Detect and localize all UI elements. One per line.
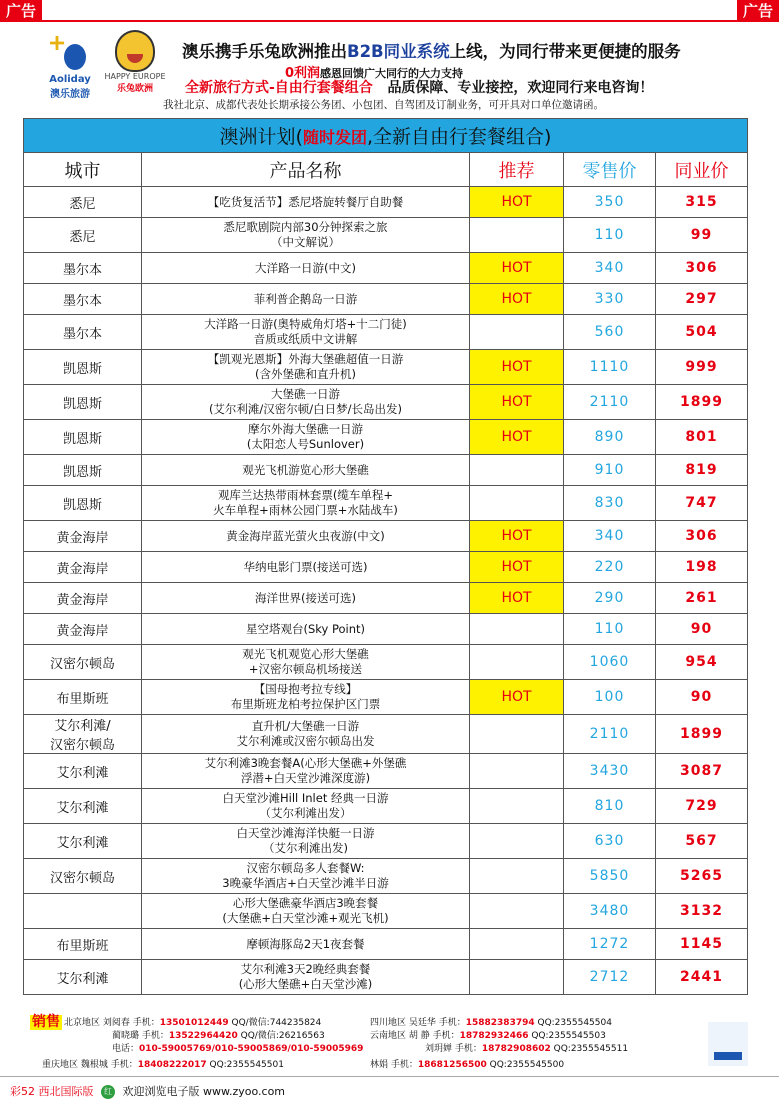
- hot-cell: [470, 960, 564, 995]
- hot-cell: HOT: [470, 680, 564, 715]
- hot-cell: HOT: [470, 253, 564, 284]
- product-name-cell: 悉尼歌剧院内部30分钟探索之旅 （中文解说）: [142, 218, 470, 253]
- table-row: [24, 645, 748, 680]
- happy-europe-logo-cn: 乐兔欧洲: [116, 84, 153, 94]
- trade-price-cell: 567: [656, 824, 748, 859]
- hot-cell: [470, 315, 564, 350]
- city-cell: 悉尼: [24, 218, 142, 253]
- city-cell: 墨尔本: [24, 284, 142, 315]
- table-header-row: [24, 153, 748, 187]
- brand-circle-icon: 红: [101, 1085, 115, 1099]
- table-row: [24, 789, 748, 824]
- product-name-cell: 白天堂沙滩海洋快艇一日游 （艾尔利滩出发): [142, 824, 470, 859]
- contact-beijing-phone: 电话：010-59005769/010-59005869/010-59005969: [112, 1044, 364, 1054]
- city-cell: 汉密尔顿岛: [24, 859, 142, 894]
- trade-price-cell: 90: [656, 680, 748, 715]
- header-name: 产品名称: [142, 153, 470, 187]
- product-name-cell: 【凯观光恩斯】外海大堡礁超值一日游 (含外堡礁和直升机): [142, 350, 470, 385]
- table-title-row: [24, 119, 748, 153]
- city-cell: 黄金海岸: [24, 614, 142, 645]
- city-cell: 悉尼: [24, 187, 142, 218]
- hot-cell: [470, 789, 564, 824]
- city-cell: 汉密尔顿岛: [24, 645, 142, 680]
- table-row: [24, 859, 748, 894]
- table-row: [24, 824, 748, 859]
- city-cell: 艾尔利滩/ 汉密尔顿岛: [24, 715, 142, 754]
- retail-price-cell: 100: [564, 680, 656, 715]
- product-name-cell: 黄金海岸蓝光萤火虫夜游(中文): [142, 521, 470, 552]
- header-retail: 零售价: [564, 153, 656, 187]
- aoliday-logo-cn: 澳乐旅游: [50, 89, 90, 100]
- hot-cell: [470, 218, 564, 253]
- city-cell: 艾尔利滩: [24, 824, 142, 859]
- hot-cell: HOT: [470, 521, 564, 552]
- table-row: [24, 521, 748, 552]
- slogan-line: 全新旅行方式-自由行套餐组合 品质保障、专业接控，欢迎同行来电咨询！: [185, 80, 654, 96]
- trade-price-cell: 747: [656, 486, 748, 521]
- hot-cell: HOT: [470, 385, 564, 420]
- trade-price-cell: 2441: [656, 960, 748, 995]
- trade-price-cell: 999: [656, 350, 748, 385]
- trade-price-cell: 801: [656, 420, 748, 455]
- retail-price-cell: 630: [564, 824, 656, 859]
- happy-europe-logo: [103, 30, 167, 94]
- product-name-cell: 艾尔利滩3晚套餐A(心形大堡礁+外堡礁 浮潜+白天堂沙滩深度游): [142, 754, 470, 789]
- trade-price-cell: 99: [656, 218, 748, 253]
- table-row: [24, 552, 748, 583]
- table-row: [24, 894, 748, 929]
- table-title: 澳洲计划(随时发团,全新自由行套餐组合): [24, 119, 748, 153]
- retail-price-cell: 3480: [564, 894, 656, 929]
- table-row: [24, 754, 748, 789]
- product-name-cell: 大洋路一日游(奥特威角灯塔+十二门徒) 音质或纸质中文讲解: [142, 315, 470, 350]
- trade-price-cell: 1899: [656, 385, 748, 420]
- notice-line: 我社北京、成都代表处长期承接公务团、小包团、自驾团及订制业务，可开具对口单位邀请函。: [163, 99, 604, 111]
- hot-cell: HOT: [470, 350, 564, 385]
- hot-cell: [470, 645, 564, 680]
- city-cell: 凯恩斯: [24, 385, 142, 420]
- retail-price-cell: 340: [564, 253, 656, 284]
- hot-cell: [470, 754, 564, 789]
- city-cell: 黄金海岸: [24, 521, 142, 552]
- retail-price-cell: 5850: [564, 859, 656, 894]
- table-row: [24, 929, 748, 960]
- product-name-cell: 海洋世界(接送可选): [142, 583, 470, 614]
- city-cell: [24, 894, 142, 929]
- product-name-cell: 观库兰达热带雨林套票(缆车单程+ 火车单程+雨林公园门票+水陆战车): [142, 486, 470, 521]
- trade-price-cell: 954: [656, 645, 748, 680]
- table-row: [24, 614, 748, 645]
- trade-price-cell: 3087: [656, 754, 748, 789]
- table-row: [24, 455, 748, 486]
- retail-price-cell: 1060: [564, 645, 656, 680]
- trade-price-cell: 5265: [656, 859, 748, 894]
- trade-price-cell: 1145: [656, 929, 748, 960]
- city-cell: 艾尔利滩: [24, 789, 142, 824]
- trade-price-cell: 1899: [656, 715, 748, 754]
- city-cell: 布里斯班: [24, 929, 142, 960]
- contact-chongqing: 重庆地区 魏根城 手机：18408222017 QQ:2355545501: [42, 1060, 284, 1070]
- trade-price-cell: 729: [656, 789, 748, 824]
- ad-label-right: 广告: [737, 0, 779, 22]
- footer: [10, 1083, 285, 1099]
- table-row: [24, 715, 748, 754]
- retail-price-cell: 2110: [564, 715, 656, 754]
- table-row: [24, 218, 748, 253]
- city-cell: 凯恩斯: [24, 486, 142, 521]
- lion-mascot-icon: [115, 30, 155, 72]
- table-row: [24, 680, 748, 715]
- headline: 澳乐携手乐兔欧洲推出B2B同业系统上线，为同行带来更便捷的服务: [182, 42, 681, 61]
- city-cell: 墨尔本: [24, 315, 142, 350]
- hot-cell: [470, 929, 564, 960]
- retail-price-cell: 220: [564, 552, 656, 583]
- product-name-cell: 艾尔利滩3天2晚经典套餐 (心形大堡礁+白天堂沙滩): [142, 960, 470, 995]
- hot-cell: [470, 715, 564, 754]
- retail-price-cell: 350: [564, 187, 656, 218]
- contact-yunnan-2: 刘玥婵 手机：18782908602 QQ:2355545511: [425, 1044, 629, 1054]
- table-row: [24, 315, 748, 350]
- table-row: [24, 960, 748, 995]
- table-row: [24, 187, 748, 218]
- hot-cell: HOT: [470, 583, 564, 614]
- table-row: [24, 385, 748, 420]
- product-name-cell: 摩顿海豚岛2天1夜套餐: [142, 929, 470, 960]
- trade-price-cell: 261: [656, 583, 748, 614]
- retail-price-cell: 910: [564, 455, 656, 486]
- retail-price-cell: 1272: [564, 929, 656, 960]
- contact-yunnan: 云南地区 胡 静 手机：18782932466 QQ:2355545503: [370, 1031, 606, 1041]
- table-row: [24, 350, 748, 385]
- retail-price-cell: 1110: [564, 350, 656, 385]
- table-row: [24, 486, 748, 521]
- retail-price-cell: 110: [564, 218, 656, 253]
- hot-cell: HOT: [470, 420, 564, 455]
- trade-price-cell: 3132: [656, 894, 748, 929]
- top-divider: [0, 20, 779, 22]
- city-cell: 艾尔利滩: [24, 960, 142, 995]
- hot-cell: HOT: [470, 284, 564, 315]
- product-name-cell: 华纳电影门票(接送可选): [142, 552, 470, 583]
- city-cell: 黄金海岸: [24, 552, 142, 583]
- product-name-cell: 【国母抱考拉专线】 布里斯班龙柏考拉保护区门票: [142, 680, 470, 715]
- retail-price-cell: 830: [564, 486, 656, 521]
- contact-beijing-1: 北京地区 刘阅春 手机：13501012449 QQ/微信:744235824: [64, 1018, 322, 1028]
- profit-line: 0利润感恩回馈广大同行的大力支持: [285, 66, 464, 81]
- hot-cell: [470, 455, 564, 486]
- city-cell: 黄金海岸: [24, 583, 142, 614]
- product-name-cell: 大堡礁一日游 (艾尔利滩/汉密尔顿/白日梦/长岛出发): [142, 385, 470, 420]
- trade-price-cell: 819: [656, 455, 748, 486]
- product-name-cell: 【吃货复活节】悉尼塔旋转餐厅自助餐: [142, 187, 470, 218]
- product-name-cell: 观光飞机观览心形大堡礁 +汉密尔顿岛机场接送: [142, 645, 470, 680]
- trade-price-cell: 90: [656, 614, 748, 645]
- header-city: 城市: [24, 153, 142, 187]
- retail-price-cell: 810: [564, 789, 656, 824]
- product-name-cell: 摩尔外海大堡礁一日游 (太阳恋人号Sunlover): [142, 420, 470, 455]
- product-name-cell: 星空塔观台(Sky Point): [142, 614, 470, 645]
- ad-label-left: 广告: [0, 0, 42, 22]
- happy-europe-logo-en: HAPPY EUROPE: [104, 72, 166, 81]
- table-row: [24, 420, 748, 455]
- retail-price-cell: 2110: [564, 385, 656, 420]
- footer-divider: [0, 1076, 779, 1077]
- retail-price-cell: 290: [564, 583, 656, 614]
- aoliday-logo: [42, 34, 98, 100]
- contact-beijing-2: 蔺晓璐 手机：13522964420 QQ/微信:26216563: [112, 1031, 325, 1041]
- contact-linjuan: 林娟 手机：18681256500 QQ:2355545500: [370, 1060, 565, 1070]
- trade-price-cell: 198: [656, 552, 748, 583]
- trade-price-cell: 306: [656, 253, 748, 284]
- product-name-cell: 观光飞机游览心形大堡礁: [142, 455, 470, 486]
- retail-price-cell: 560: [564, 315, 656, 350]
- city-cell: 艾尔利滩: [24, 754, 142, 789]
- product-name-cell: 汉密尔顿岛多人套餐W: 3晚豪华酒店+白天堂沙滩半日游: [142, 859, 470, 894]
- product-name-cell: 菲利普企鹅岛一日游: [142, 284, 470, 315]
- table-row: [24, 253, 748, 284]
- city-cell: 凯恩斯: [24, 455, 142, 486]
- hot-cell: [470, 859, 564, 894]
- retail-price-cell: 2712: [564, 960, 656, 995]
- hot-cell: HOT: [470, 552, 564, 583]
- retail-price-cell: 110: [564, 614, 656, 645]
- city-cell: 墨尔本: [24, 253, 142, 284]
- trade-price-cell: 306: [656, 521, 748, 552]
- hot-cell: [470, 824, 564, 859]
- trade-price-cell: 504: [656, 315, 748, 350]
- qr-thumbnail: [708, 1022, 748, 1066]
- product-name-cell: 大洋路一日游(中文): [142, 253, 470, 284]
- page-number: 彩52 西北国际版: [10, 1085, 94, 1098]
- header-hot: 推荐: [470, 153, 564, 187]
- sales-label: 销售: [32, 1014, 60, 1030]
- aoliday-logo-en: Aoliday: [49, 74, 91, 85]
- city-cell: 凯恩斯: [24, 350, 142, 385]
- header-trade: 同业价: [656, 153, 748, 187]
- trade-price-cell: 315: [656, 187, 748, 218]
- retail-price-cell: 330: [564, 284, 656, 315]
- retail-price-cell: 890: [564, 420, 656, 455]
- product-name-cell: 心形大堡礁豪华酒店3晚套餐 (大堡礁+白天堂沙滩+观光飞机): [142, 894, 470, 929]
- product-name-cell: 白天堂沙滩Hill Inlet 经典一日游 （艾尔利滩出发）: [142, 789, 470, 824]
- hot-cell: HOT: [470, 187, 564, 218]
- city-cell: 布里斯班: [24, 680, 142, 715]
- product-name-cell: 直升机/大堡礁一日游 艾尔利滩或汉密尔顿岛出发: [142, 715, 470, 754]
- trade-price-cell: 297: [656, 284, 748, 315]
- retail-price-cell: 340: [564, 521, 656, 552]
- contact-sichuan: 四川地区 吴廷华 手机：15882383794 QQ:2355545504: [370, 1018, 612, 1028]
- price-table: [23, 118, 748, 995]
- hot-cell: [470, 486, 564, 521]
- hot-cell: [470, 894, 564, 929]
- table-row: [24, 583, 748, 614]
- kangaroo-icon: [50, 34, 90, 74]
- table-row: [24, 284, 748, 315]
- retail-price-cell: 3430: [564, 754, 656, 789]
- city-cell: 凯恩斯: [24, 420, 142, 455]
- hot-cell: [470, 614, 564, 645]
- footer-link[interactable]: 欢迎浏览电子版 www.zyoo.com: [122, 1085, 286, 1098]
